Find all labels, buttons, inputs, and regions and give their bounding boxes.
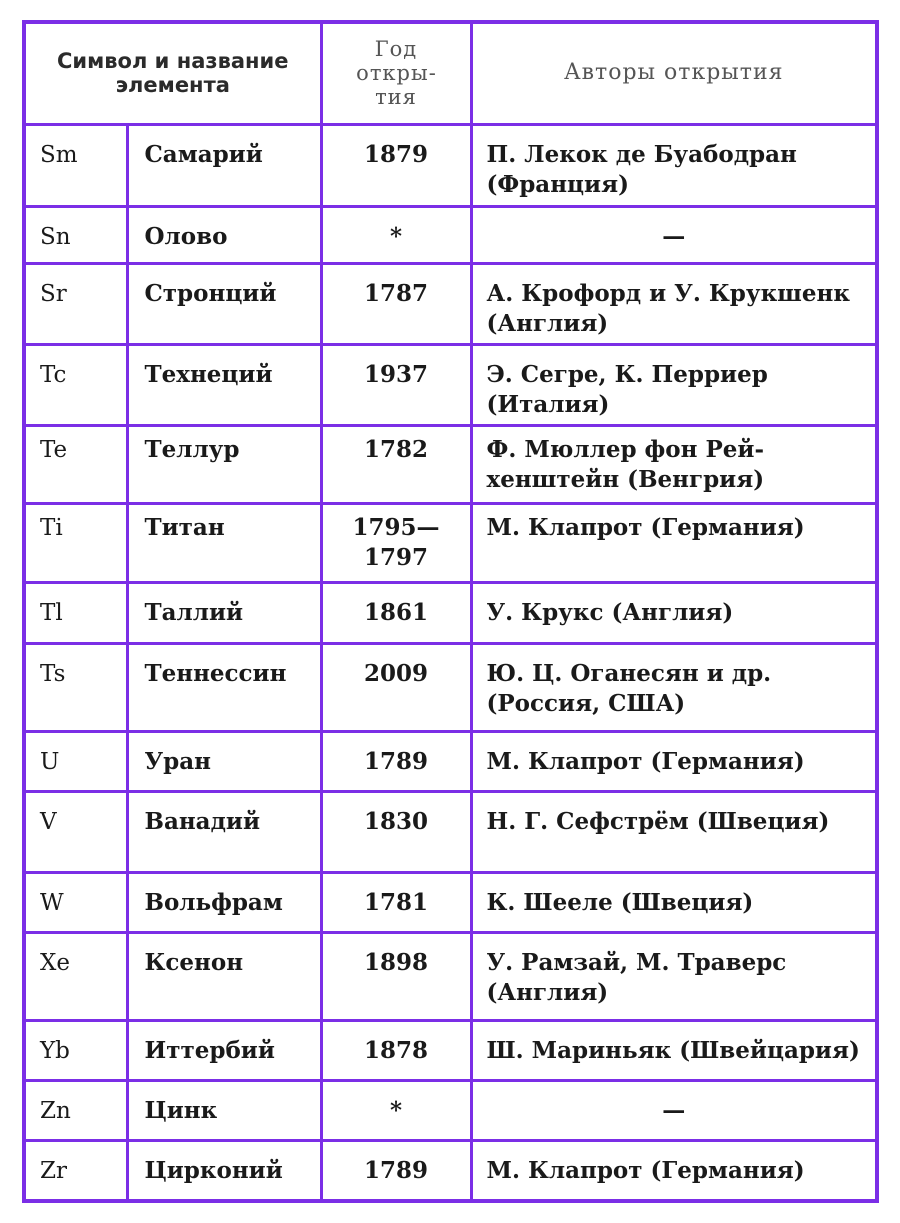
cell-authors [471, 206, 877, 263]
cell-symbol: Ti [24, 503, 127, 582]
table-row [24, 344, 877, 425]
header-symbol-name [24, 22, 321, 124]
year-text: 1879 [363, 140, 428, 168]
cell-year [321, 791, 471, 872]
year-text: 1830 [363, 807, 428, 835]
cell-name: Технеций [127, 344, 321, 425]
cell-symbol: Sn [24, 206, 127, 263]
year-text: * [389, 1096, 403, 1124]
table-row [24, 263, 877, 344]
header-row [24, 22, 877, 124]
cell-year [321, 1080, 471, 1140]
cell-authors: К. Шееле (Швеция) [471, 872, 877, 932]
cell-year [321, 582, 471, 643]
cell-year [321, 1140, 471, 1201]
cell-authors: М. Клапрот (Германия) [471, 503, 877, 582]
cell-authors: М. Клапрот (Германия) [471, 731, 877, 791]
header-symbol-name-text: Символ и название элемента [56, 49, 289, 98]
year-text: 1789 [363, 1156, 428, 1184]
dash-text: — [662, 222, 686, 250]
cell-name: Титан [127, 503, 321, 582]
year-text: 1878 [363, 1036, 428, 1064]
cell-year [321, 503, 471, 582]
cell-authors: Н. Г. Сефстрём (Швеция) [471, 791, 877, 872]
cell-symbol: U [24, 731, 127, 791]
year-text: 1937 [363, 360, 428, 388]
year-text: 1898 [363, 948, 428, 976]
cell-name: Вольфрам [127, 872, 321, 932]
cell-symbol: Zr [24, 1140, 127, 1201]
cell-year [321, 206, 471, 263]
table-header [24, 22, 877, 124]
cell-name: Цирконий [127, 1140, 321, 1201]
cell-symbol: Zn [24, 1080, 127, 1140]
cell-name: Уран [127, 731, 321, 791]
cell-symbol: Yb [24, 1020, 127, 1080]
cell-name: Олово [127, 206, 321, 263]
table-row [24, 582, 877, 643]
cell-authors: У. Крукс (Англия) [471, 582, 877, 643]
cell-symbol: V [24, 791, 127, 872]
year-text: 1795—1797 [352, 513, 440, 571]
table-row [24, 791, 877, 872]
cell-symbol: Te [24, 425, 127, 503]
header-authors [471, 22, 877, 124]
table-body [24, 124, 877, 1201]
cell-name: Самарий [127, 124, 321, 206]
cell-symbol: Tc [24, 344, 127, 425]
cell-authors: Ф. Мюллер фон Рейхенштейн (Венгрия) [471, 425, 877, 503]
cell-name: Таллий [127, 582, 321, 643]
cell-symbol: Tl [24, 582, 127, 643]
cell-year [321, 344, 471, 425]
cell-symbol: Xe [24, 932, 127, 1020]
table-row [24, 1020, 877, 1080]
year-text: 1782 [363, 435, 428, 463]
elements-discovery-table [22, 20, 879, 1203]
table-row [24, 643, 877, 731]
year-text: 1787 [363, 279, 428, 307]
table-row [24, 872, 877, 932]
year-text: * [389, 222, 403, 250]
table-row [24, 731, 877, 791]
cell-name: Ксенон [127, 932, 321, 1020]
cell-name: Теннессин [127, 643, 321, 731]
cell-authors: М. Клапрот (Германия) [471, 1140, 877, 1201]
cell-symbol: W [24, 872, 127, 932]
cell-name: Ванадий [127, 791, 321, 872]
cell-year [321, 731, 471, 791]
year-text: 1789 [363, 747, 428, 775]
cell-year [321, 124, 471, 206]
table-row [24, 1140, 877, 1201]
cell-name: Иттербий [127, 1020, 321, 1080]
table-row [24, 1080, 877, 1140]
cell-year [321, 263, 471, 344]
year-text: 2009 [363, 659, 428, 687]
cell-authors: Ш. Мариньяк (Швейцария) [471, 1020, 877, 1080]
cell-authors: У. Рамзай, М. Траверс (Англия) [471, 932, 877, 1020]
cell-authors [471, 1080, 877, 1140]
year-text: 1781 [363, 888, 428, 916]
header-year-text: Год открытия [356, 37, 436, 110]
cell-authors: Э. Сегре, К. Перриер (Италия) [471, 344, 877, 425]
table-row [24, 425, 877, 503]
cell-year [321, 643, 471, 731]
cell-year [321, 872, 471, 932]
cell-year [321, 932, 471, 1020]
cell-name: Цинк [127, 1080, 321, 1140]
cell-authors: А. Крофорд и У. Крукшенк (Англия) [471, 263, 877, 344]
table-row [24, 932, 877, 1020]
table-row [24, 206, 877, 263]
cell-authors: Ю. Ц. Оганесян и др. (Россия, США) [471, 643, 877, 731]
cell-symbol: Sr [24, 263, 127, 344]
cell-symbol: Sm [24, 124, 127, 206]
cell-symbol: Ts [24, 643, 127, 731]
header-authors-text: Авторы открытия [563, 60, 784, 86]
cell-name: Стронций [127, 263, 321, 344]
cell-year [321, 425, 471, 503]
cell-year [321, 1020, 471, 1080]
year-text: 1861 [363, 598, 428, 626]
table-row [24, 124, 877, 206]
dash-text: — [662, 1096, 686, 1124]
cell-authors: П. Лекок де Буабодран (Франция) [471, 124, 877, 206]
table-row [24, 503, 877, 582]
header-year [321, 22, 471, 124]
cell-name: Теллур [127, 425, 321, 503]
